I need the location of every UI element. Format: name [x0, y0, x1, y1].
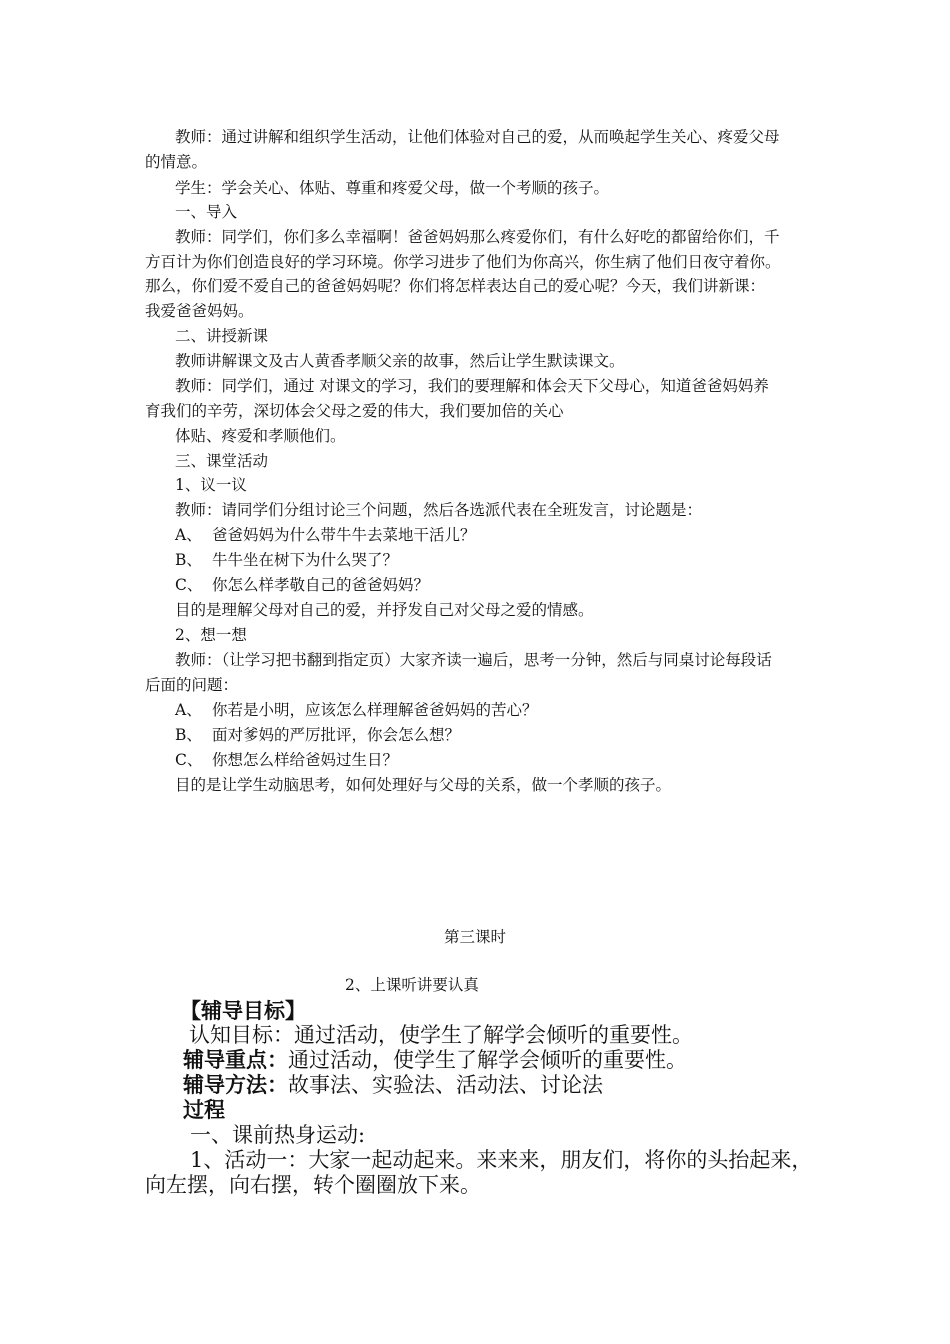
paragraph-teacher-goal: 教师：通过讲解和组织学生活动，让他们体验对自己的爱，从而唤起学生关心、疼爱父母: [175, 128, 780, 146]
list-item: [175, 548, 855, 572]
list-item-label: C、: [175, 751, 203, 769]
paragraph-purpose: 目的是理解父母对自己的爱，并抒发自己对父母之爱的情感。: [175, 601, 594, 619]
paragraph-teacher-line2: 育我们的辛劳，深切体会父母之爱的伟大，我们要加倍的关心: [145, 402, 564, 420]
list-item: [175, 723, 855, 747]
paragraph-intro-line3: 那么，你们爱不爱自己的爸爸妈妈呢？你们将怎样表达自己的爱心呢？今天，我们讲新课：: [145, 277, 766, 295]
focus-text: 通过活动，使学生了解学会倾听的重要性。: [288, 1048, 687, 1072]
paragraph-think-line1: 教师：（让学习把书翻到指定页）大家齐读一遍后，思考一分钟，然后与同桌讨论每段话: [175, 651, 772, 669]
process-heading: 过程: [183, 1097, 225, 1122]
goal-heading: 【辅导目标】: [180, 998, 306, 1023]
list-item-text: 你若是小明，应该怎么样理解爸爸妈妈的苦心？: [212, 701, 538, 719]
paragraph-explain: 教师讲解课文及古人黄香孝顺父亲的故事，然后让学生默读课文。: [175, 352, 625, 370]
focus-label: 辅导重点：: [183, 1047, 288, 1072]
paragraph-teacher-line1: 教师：同学们，通过 对课文的学习，我们的要理解和体会天下父母心，知道爸爸妈妈养: [175, 377, 769, 395]
paragraph-intro-line1: 教师：同学们，你们多么幸福啊！爸爸妈妈那么疼爱你们，有什么好吃的都留给你们，千: [175, 228, 780, 246]
list-item-label: B、: [175, 726, 202, 744]
paragraph-discuss: 教师：请同学们分组讨论三个问题，然后各选派代表在全班发言，讨论题是：: [175, 501, 703, 519]
lesson-title: 2、上课听讲要认真: [345, 976, 479, 994]
paragraph-intro-line2: 方百计为你们创造良好的学习环境。你学习进步了他们为你高兴，你生病了他们日夜守着你。: [145, 253, 781, 271]
list-item-text: 牛牛坐在树下为什么哭了？: [212, 551, 399, 569]
list-item-label: A、: [175, 701, 202, 719]
list-item: [175, 698, 855, 722]
list-item-text: 面对爹妈的严厉批评，你会怎么想？: [212, 726, 461, 744]
paragraph-purpose-2: 目的是让学生动脑思考，如何处理好与父母的关系，做一个孝顺的孩子。: [175, 776, 672, 794]
method-label: 辅导方法：: [183, 1072, 288, 1097]
list-item: [175, 573, 855, 597]
warmup-heading: 一、课前热身运动:: [190, 1123, 366, 1147]
paragraph-student-goal: 学生：学会关心、体贴、尊重和疼爱父母，做一个考顺的孩子。: [175, 179, 610, 197]
paragraph-care: 体贴、疼爱和孝顺他们。: [175, 427, 346, 445]
method-text: 故事法、实验法、活动法、讨论法: [288, 1073, 603, 1097]
heading-new-lesson: 二、讲授新课: [175, 327, 269, 345]
list-item-text: 你想怎么样给爸妈过生日？: [212, 751, 399, 769]
list-item-label: C、: [175, 576, 203, 594]
list-item-label: A、: [175, 526, 202, 544]
method-line: [183, 1072, 863, 1098]
activity-one-line2: 向左摆，向右摆，转个圈圈放下来。: [145, 1173, 481, 1197]
period-heading: 第三课时: [443, 928, 506, 946]
heading-intro: 一、导入: [175, 203, 238, 221]
list-item-text: 爸爸妈妈为什么带牛牛去菜地干活儿？: [212, 526, 476, 544]
paragraph-teacher-goal-cont: 的情意。: [145, 153, 208, 171]
cognitive-goal: 认知目标：通过活动，使学生了解学会倾听的重要性。: [189, 1023, 693, 1047]
list-item: [175, 748, 855, 772]
list-item-label: B、: [175, 551, 202, 569]
subheading-think: 2、想一想: [175, 626, 247, 644]
paragraph-intro-line4: 我爱爸爸妈妈。: [145, 302, 254, 320]
activity-one-line1: 1、活动一：大家一起动起来。来来来，朋友们，将你的头抬起来，: [190, 1148, 813, 1172]
list-item-text: 你怎么样孝敬自己的爸爸妈妈？: [212, 576, 430, 594]
paragraph-think-line2: 后面的问题：: [145, 676, 239, 694]
list-item: [175, 523, 855, 547]
subheading-discuss: 1、议一议: [175, 476, 247, 494]
focus-line: [183, 1047, 863, 1073]
heading-activity: 三、课堂活动: [175, 452, 269, 470]
